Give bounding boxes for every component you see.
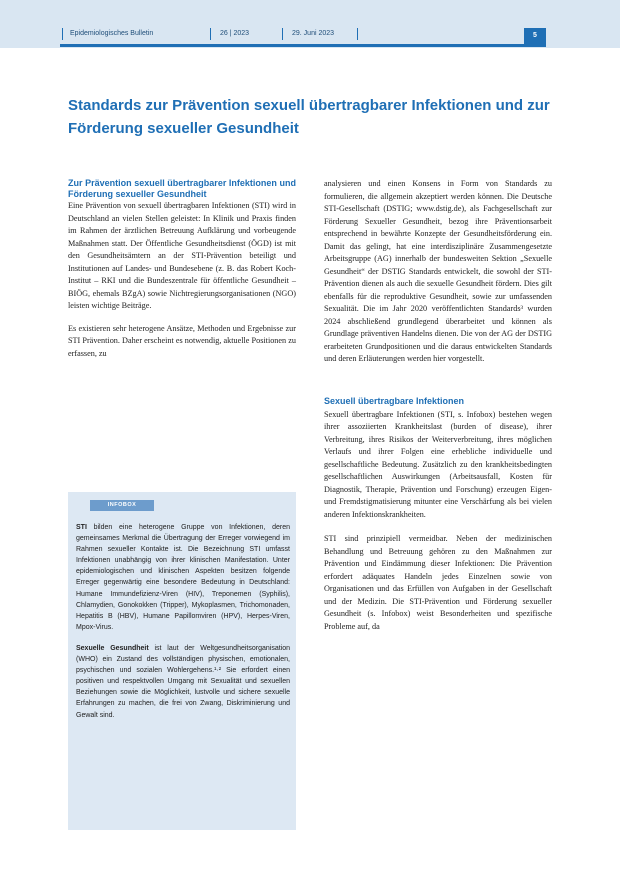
header-divider [357, 28, 358, 40]
header-divider [62, 28, 63, 40]
header-rule [60, 44, 546, 47]
paragraph: STI sind prinzipiell vermeidbar. Neben der medizinischen Behandlung und Betreuung gehören zu den Maßnahmen zur Prävention und Eindämmung dieser Infektionen: Die Prävention erfordert adäquates Handeln jedes Einzelnen sowie von Organisationen und das Erfüllen von Aufgaben in der Gesellschaft und der Medizin. Die STI-Prävention und Förderung sexueller Gesundheit (s. Infobox) weist Besonderheiten und spezifische Probleme auf, da [324, 534, 552, 631]
infobox-paragraph: ist laut der Weltgesundheitsorganisation (WHO) ein Zustand des vollständigen physischen, emotionalen, psychischen und sozialen Wohlergehens.¹·² Sie erfordert einen positiven und respektvollen Umgang mit Sexualität und sexuellen Beziehungen sowie die Möglichkeit, lustvolle und sichere sexuelle Erfahrungen zu machen, die frei von Zwang, Diskriminierung und Gewalt sind. [76, 644, 290, 719]
right-column [324, 178, 552, 633]
issue-date: 29. Juni 2023 [292, 30, 335, 37]
term-sexual-health: Sexuelle Gesundheit [76, 644, 149, 652]
left-column [68, 178, 296, 360]
section-heading: Sexuell übertragbare Infektionen [324, 395, 465, 406]
page-number: 5 [524, 28, 546, 44]
journal-name: Epidemiologisches Bulletin [70, 30, 154, 37]
section-heading: Zur Prävention sexuell übertragbarer Infektionen und Förderung sexueller Gesundheit [68, 178, 296, 199]
infobox-label: INFOBOX [90, 500, 154, 511]
header-divider [282, 28, 283, 40]
header-divider [210, 28, 211, 40]
paragraph: Sexuell übertragbare Infektionen (STI, s. Infobox) bestehen wegen ihrer assoziierten Krankheitslast (burden of disease), ihrer Verbreitung, ihres Risikos der Weiterverbreitung, ihres möglichen Verlaufs und ihrer Folgen eine erhebliche individuelle und gesellschaftliche Bedeutung. Zusätzlich zu den krankheitsbedingten gesellschaftlichen Auswirkungen (Arbeitsausfall, Kosten für Diagnostik, Therapie, Prävention und Forschung) erzeugen Eigen- und Fremdstigmatisierung mitunter eine Verschärfung als bei vielen anderen Infektionskrankheiten. [324, 409, 552, 519]
paragraph: analysieren und einen Konsens in Form von Standards zu formulieren, die allgemein akzeptiert werden können. Die Deutsche STI-Gesellschaft (DSTIG; www.dstig.de), als Fachgesellschaft zur Förderung Sexueller Gesundheit, bezog ihre Präventionsarbeit entsprechend in bewährte Konzepte der Gesundheitsförderung ein. Damit das gelingt, hat eine interdisziplinäre Zusammengesetzte Arbeitsgruppe (AG) innerhalb der bundesweiten Sektion „Sexuelle Gesundheit“ der DSTIG Standards entwickelt, die sowohl der STI-Prävention dienen als auch die sexuelle Gesundheit fördern. Dies gilt ebenfalls für die reproduktive Gesundheit, sowie zur umfassenden Sexualität. Die im Jahr 2020 veröffentlichten Standards³ wurden 2024 abschließend grundlegend überarbeitet und können als Grundlage präventiven Handelns dienen. Die von der AG der DSTIG erarbeiteten Grundpositionen und die daraus entwickelten Standards und deren Erläuterungen werden hier vorgestellt. [324, 179, 552, 363]
infobox [68, 492, 296, 830]
issue-number: 26 | 2023 [220, 30, 250, 37]
page-title: Standards zur Prävention sexuell übertragbarer Infektionen und zur Förderung sexueller Gesundheit [68, 97, 550, 137]
infobox-body [76, 522, 290, 721]
infobox-paragraph: bilden eine heterogene Gruppe von Infektionen, deren gemeinsames Merkmal die Übertragung der Erreger vorwiegend im Rahmen sexueller Kontakte ist. Die Bezeichnung STI umfasst Infektionen unabhängig von ihrer klinischen Manifestation. Unter epidemiologischen und klinischen Aspekten besitzen folgende Erreger gegenwärtig eine besondere Bedeutung in Deutschland: Humane Immundefizienz-Viren (HIV), Treponemen (Syphilis), Chlamydien, Gonokokken (Tripper), Mykoplasmen, Trichomonaden, Hepatitis B (HBV), Humane Papillomviren (HPV), Herpes-Viren, Mpox-Virus. [76, 524, 290, 631]
term-sti: STI [76, 524, 87, 531]
paragraph: Eine Prävention von sexuell übertragbaren Infektionen (STI) wird in Deutschland an vielen Stellen geleistet: In Klinik und Praxis finden im Rahmen der ärztlichen Betreuung Aufklärung und vorbeugende Maßnahmen statt. Der Öffentliche Gesundheitsdienst (ÖGD) ist mit den Gesundheitsämtern an der STI-Prävention beteiligt und Institutionen auf Landes- und Bundesebene (z. B. das Robert Koch-Institut – RKI und die Bundeszentrale für öffentliche Gesundheit – BIÖG, ehemals BZgA) sowie Nichtregierungsorganisationen (NGO) leisten wichtige Beiträge. [68, 201, 296, 310]
paragraph: Es existieren sehr heterogene Ansätze, Methoden und Ergebnisse zur STI Prävention. Daher erscheint es notwendig, aktuelle Positionen zu erfassen, zu [68, 323, 296, 358]
